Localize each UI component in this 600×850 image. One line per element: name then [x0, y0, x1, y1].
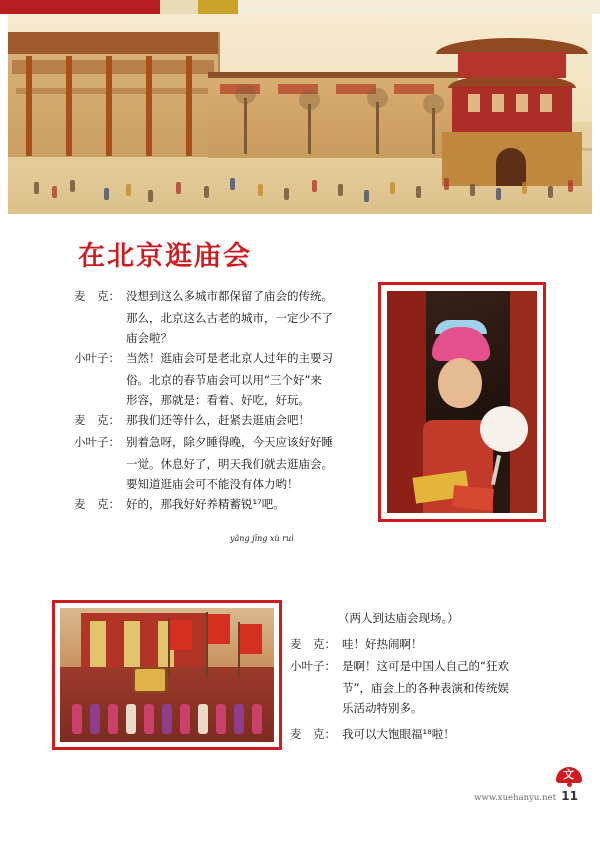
dialogue-line — [74, 308, 356, 328]
dialogue-text: 没想到这么多城市都保留了庙会的传统。 — [126, 289, 333, 303]
dialogue-text: 是啊！这可是中国人自己的“狂欢 — [342, 659, 509, 673]
top-decorative-strip — [0, 0, 600, 14]
dialogue-text: 节”，庙会上的各种表演和传统娱 — [342, 681, 509, 695]
dialogue-text: 哇！好热闹啊！ — [342, 637, 423, 651]
dialogue-bottom — [290, 634, 540, 746]
dialogue-text: 好的，那我好好养精蓄锐¹⁷吧。 — [126, 497, 285, 511]
stage-direction: （两人到达庙会现场。） — [338, 611, 459, 625]
illustration-tree — [308, 104, 311, 154]
illustration-tree — [244, 98, 247, 154]
photo-child-with-cotton-candy — [378, 282, 546, 522]
strip-segment-cream — [160, 0, 198, 14]
strip-segment-light — [238, 0, 600, 14]
speaker-label: 小叶子： — [74, 435, 120, 449]
dialogue-line — [74, 390, 356, 410]
dialogue-text: 当然！逛庙会可是老北京人过年的主要习 — [126, 351, 333, 365]
dialogue-line — [74, 328, 356, 348]
dialogue-line — [290, 698, 540, 718]
footer-website: www.xuehanyu.net — [474, 793, 556, 803]
page-number: 11 — [561, 789, 578, 803]
dialogue-line — [290, 724, 540, 744]
illustration-left-buildings — [8, 32, 220, 157]
dialogue-line — [74, 410, 356, 430]
dialogue-text: 乐活动特别多。 — [342, 701, 423, 715]
dialogue-text: 俗。北京的春节庙会可以用“三个好”来 — [126, 373, 322, 387]
dialogue-top — [74, 286, 356, 516]
dialogue-line — [74, 348, 356, 368]
pinyin-annotation: yǎng jīng xù ruì — [230, 534, 294, 543]
dialogue-text: 别着急呀，除夕睡得晚，今天应该好好睡 — [126, 435, 333, 449]
photo-temple-fair-parade — [52, 600, 282, 750]
dialogue-line — [74, 474, 356, 494]
speaker-label: 麦 克： — [74, 413, 120, 427]
dialogue-text: 那么，北京这么古老的城市，一定少不了 — [126, 311, 333, 325]
speaker-label: 麦 克： — [74, 289, 120, 303]
illustration-drum-tower — [442, 20, 582, 180]
dialogue-line — [74, 454, 356, 474]
dialogue-text: 形容，那就是：看着、好吃，好玩。 — [126, 393, 310, 407]
dialogue-line — [290, 656, 540, 676]
illustration-tree — [432, 108, 435, 154]
dialogue-text: 庙会啦？ — [126, 331, 172, 345]
publisher-logo-icon: 文 — [556, 763, 582, 789]
speaker-label: 小叶子： — [290, 659, 336, 673]
dialogue-line — [290, 634, 540, 654]
dialogue-line — [74, 432, 356, 452]
illustration-tree — [376, 102, 379, 154]
dialogue-line — [74, 370, 356, 390]
dialogue-text: 一觉。休息好了，明天我们就去逛庙会。 — [126, 457, 333, 471]
speaker-label: 麦 克： — [74, 497, 120, 511]
dialogue-line — [290, 678, 540, 698]
dialogue-text: 我可以大饱眼福¹⁸啦！ — [342, 727, 455, 741]
dialogue-text: 要知道逛庙会可不能没有体力哟！ — [126, 477, 299, 491]
speaker-label: 小叶子： — [74, 351, 120, 365]
dialogue-line — [74, 494, 356, 514]
strip-segment-red — [0, 0, 160, 14]
dialogue-text: 那我们还等什么，赶紧去逛庙会吧！ — [126, 413, 310, 427]
header-illustration — [8, 14, 592, 214]
speaker-label: 麦 克： — [290, 727, 336, 741]
page-title: 在北京逛庙会 — [78, 241, 252, 272]
dialogue-line — [74, 286, 356, 306]
speaker-label: 麦 克： — [290, 637, 336, 651]
strip-segment-gold — [198, 0, 238, 14]
